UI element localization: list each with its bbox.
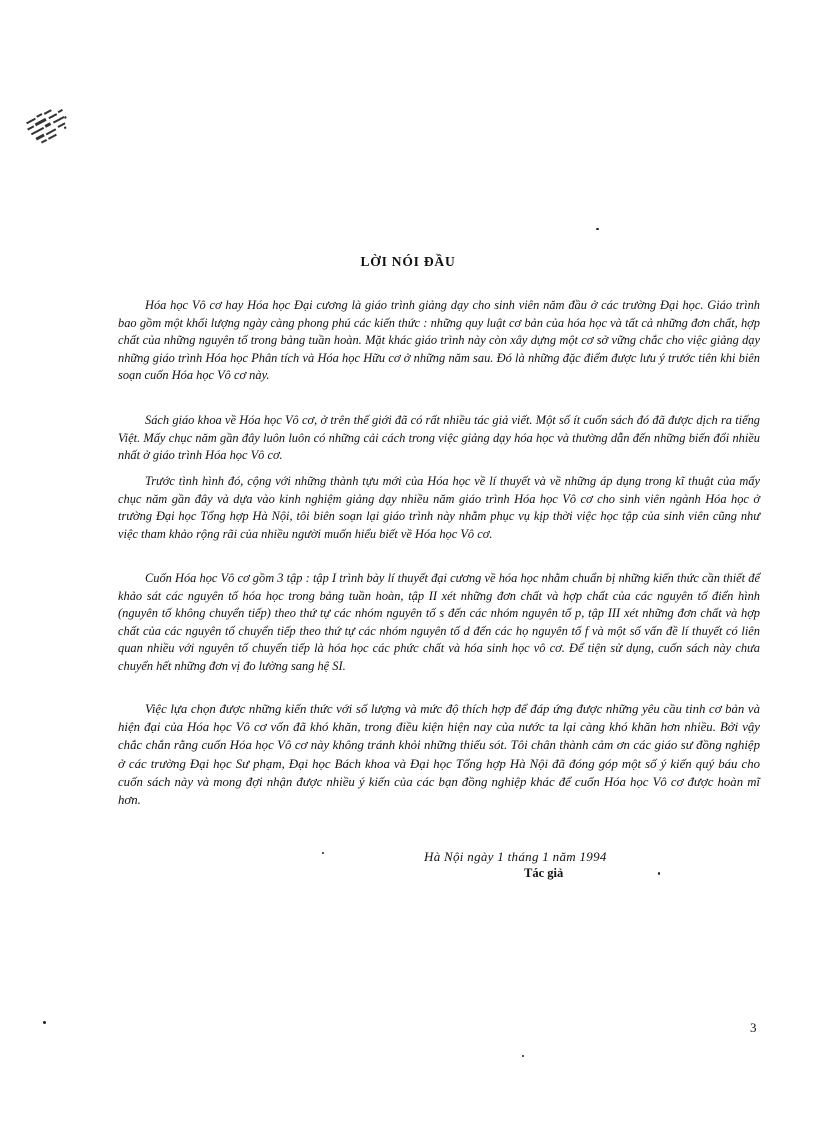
scan-speck — [596, 228, 599, 230]
page-title: LỜI NÓI ĐẦU — [360, 254, 456, 269]
signature-author: Tác giả — [524, 866, 564, 880]
scan-speck — [522, 1055, 524, 1057]
paragraph-1: Hóa học Vô cơ hay Hóa học Đại cương là giáo trình giảng dạy cho sinh viên năm đầu ở các trường Đại học. Giáo trình bao gồm một khối lượng ngày càng phong phú các kiến thức : những quy luật cơ bản của hóa học và tất cả những đơn chất, hợp chất của những nguyên tố trong bảng tuần hoàn. Mặt khác giáo trình này còn xây dựng một cơ sở vững chắc cho việc giảng dạy những giáo trình Hóa học Phân tích và Hóa học Hữu cơ ở những năm sau. Đó là những đặc điểm được lưu ý trước tiên khi biên soạn cuốn Hóa học Vô cơ này. — [118, 298, 760, 382]
paragraph-4: Cuốn Hóa học Vô cơ gồm 3 tập : tập I trình bày lí thuyết đại cương về hóa học nhằm chuẩn bị những kiến thức cần thiết để khảo sát các nguyên tố hóa học trong bảng tuần hoàn, tập II xét những đơn chất và hợp chất của các nguyên tố điển hình (nguyên tố không chuyển tiếp) theo thứ tự các nhóm nguyên tố s đến các nhóm nguyên tố p, tập III xét những đơn chất và hợp chất của các nguyên tố chuyển tiếp theo thứ tự các nhóm nguyên tố d đến các họ nguyên tố f và một số vấn đề lí thuyết có liên quan nhiều với nguyên tố chuyển tiếp là hóa học các phức chất và hóa sinh học vô cơ. Để tiện sử dụng, cuốn sách này chưa chuyển hết những đơn vị đo lường sang hệ SI. — [118, 571, 760, 673]
paragraph-2: Sách giáo khoa về Hóa học Vô cơ, ở trên thế giới đã có rất nhiều tác giả viết. Một số ít cuốn sách đó đã được dịch ra tiếng Việt. Mấy chục năm gần đây luôn luôn có những cải cách trong việc giảng dạy hóa học và thường dẫn đến những biến đổi nhiều nhất ở giáo trình Hóa học Vô cơ. — [118, 413, 760, 462]
signature-date: Hà Nội ngày 1 tháng 1 năm 1994 — [424, 849, 607, 864]
paragraph-5: Việc lựa chọn được những kiến thức với số lượng và mức độ thích hợp để đáp ứng được những yêu cầu tinh cơ bản và hiện đại của Hóa học Vô cơ vốn đã khó khăn, trong điều kiện hiện nay của nước ta lại càng khó khăn hơn nhiều. Bởi vậy chắc chắn rằng cuốn Hóa học Vô cơ này không tránh khỏi những thiếu sót. Tôi chân thành cảm ơn các giáo sư đồng nghiệp ở các trường Đại học Sư phạm, Đại học Bách khoa và Đại học Tổng hợp Hà Nội đã đóng góp một số ý kiến quý báu cho cuốn sách này và mong đợi nhận được nhiều ý kiến của các bạn đồng nghiệp khác để cuốn Hóa học Vô cơ được hoàn mĩ hơn. — [118, 702, 760, 808]
scan-speck — [43, 1021, 46, 1024]
paragraph-3: Trước tình hình đó, cộng với những thành tựu mới của Hóa học về lí thuyết và về những áp dụng trong kĩ thuật của mấy chục năm gần đây và dựa vào kinh nghiệm giảng dạy nhiều năm giáo trình Hóa học Vô cơ cho sinh viên ngành Hóa học ở trường Đại học Tổng hợp Hà Nội, tôi biên soạn lại giáo trình này nhằm phục vụ kịp thời việc học tập của sinh viên cũng như việc tham khảo rộng rãi của nhiều người muốn hiểu biết về Hóa học Vô cơ. — [118, 474, 760, 541]
scan-speck — [322, 852, 324, 854]
page-number: 3 — [750, 1020, 757, 1035]
library-stamp — [21, 99, 78, 151]
scan-speck — [658, 872, 660, 875]
